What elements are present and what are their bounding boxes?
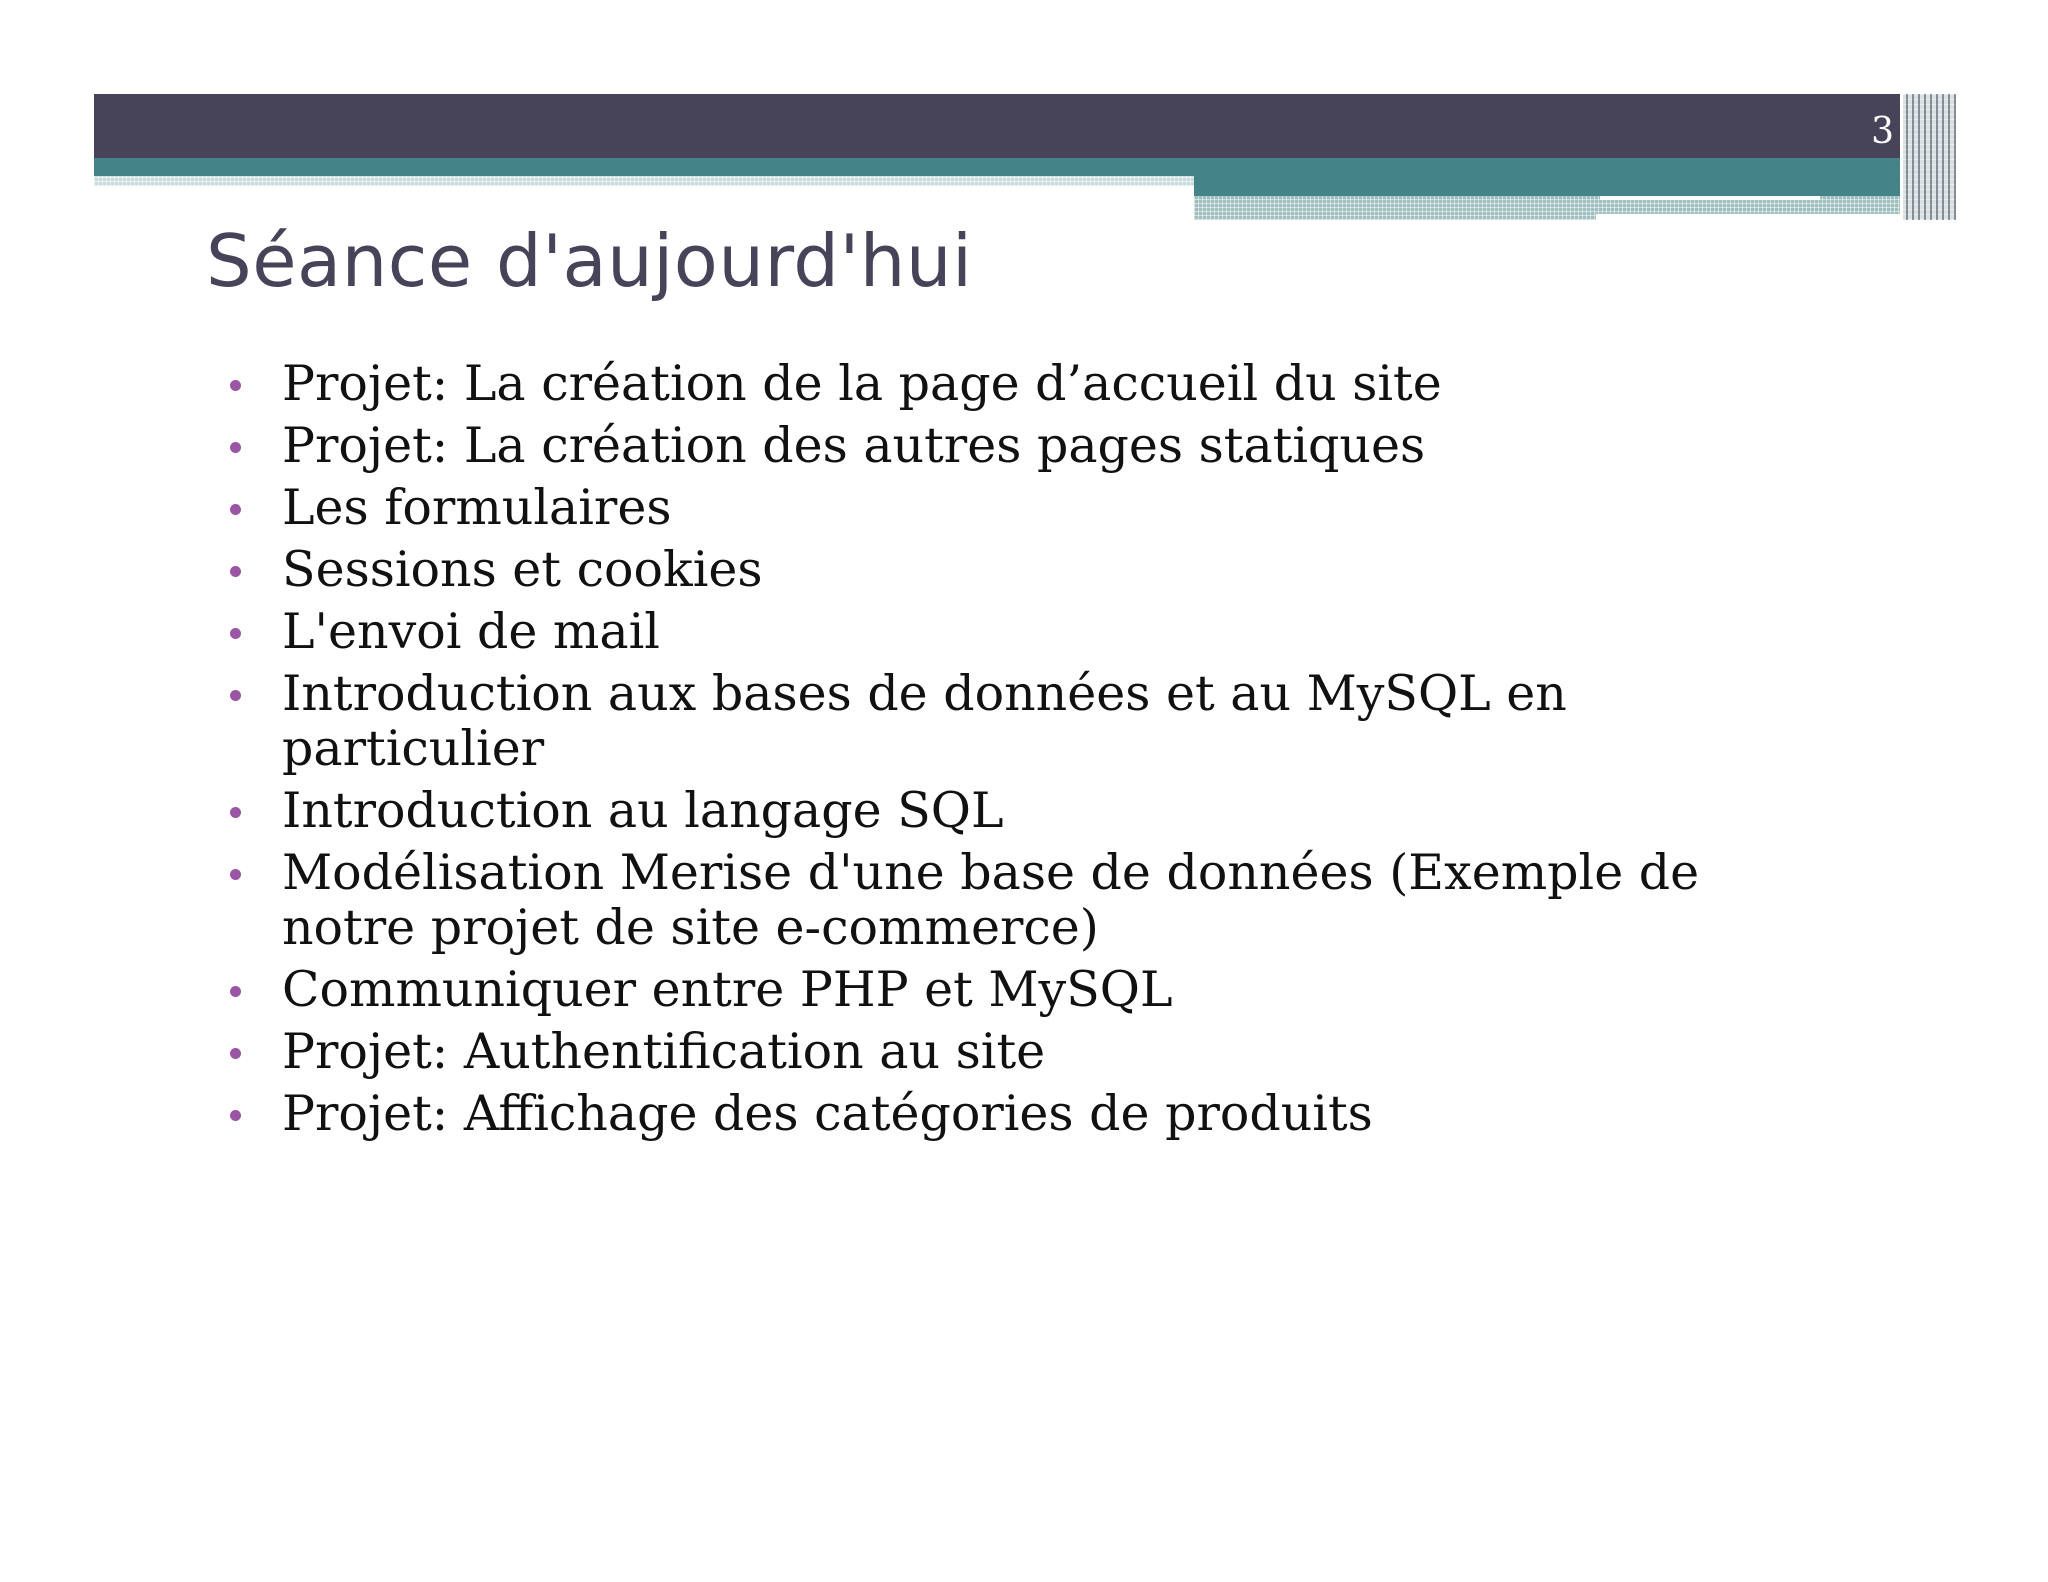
header-band-teal [94,158,1956,176]
list-item-text: Projet: La création des autres pages statiques [282,417,1426,474]
bullet-icon [230,807,241,818]
header-band-pattern-left [94,176,1194,186]
header-end-cap [1900,94,1956,220]
bullet-icon [230,986,241,997]
list-item [216,845,1776,955]
list-item [216,480,1776,535]
list-item [216,783,1776,838]
bullet-icon [230,1110,241,1121]
list-item-text: Sessions et cookies [282,541,763,598]
bullet-icon [230,566,241,577]
list-item-text: Communiquer entre PHP et MySQL [282,961,1173,1018]
list-item-text: L'envoi de mail [282,603,660,660]
list-item [216,1024,1776,1079]
bullet-icon [230,690,241,701]
header-band-step [1194,176,1956,196]
bullet-icon [230,442,241,453]
list-item [216,604,1776,659]
list-item [216,356,1776,411]
bullet-icon [230,504,241,515]
list-item [216,666,1776,776]
header-band-dark [94,94,1956,158]
slide-number: 3 [1871,111,1894,152]
list-item-text: Projet: Authentification au site [282,1023,1046,1080]
slide-title: Séance d'aujourd'hui [206,219,973,303]
bullet-icon [230,869,241,880]
list-item [216,542,1776,597]
list-item-text: Introduction aux bases de données et au MySQL en particulier [282,665,1567,777]
header-end-cap-divider [1900,94,1903,220]
list-item [216,962,1776,1017]
bullet-icon [230,380,241,391]
bullet-icon [230,628,241,639]
header-accent-line [1600,196,1820,200]
list-item-text: Introduction au langage SQL [282,782,1004,839]
bullet-list [216,356,1776,1148]
bullet-icon [230,1048,241,1059]
list-item-text: Les formulaires [282,479,672,536]
list-item [216,1086,1776,1141]
list-item-text: Projet: La création de la page d’accueil du site [282,355,1442,412]
list-item-text: Projet: Affichage des catégories de produits [282,1085,1373,1142]
list-item-text: Modélisation Merise d'une base de données (Exemple de notre projet de site e-commerce) [282,844,1700,956]
list-item [216,418,1776,473]
